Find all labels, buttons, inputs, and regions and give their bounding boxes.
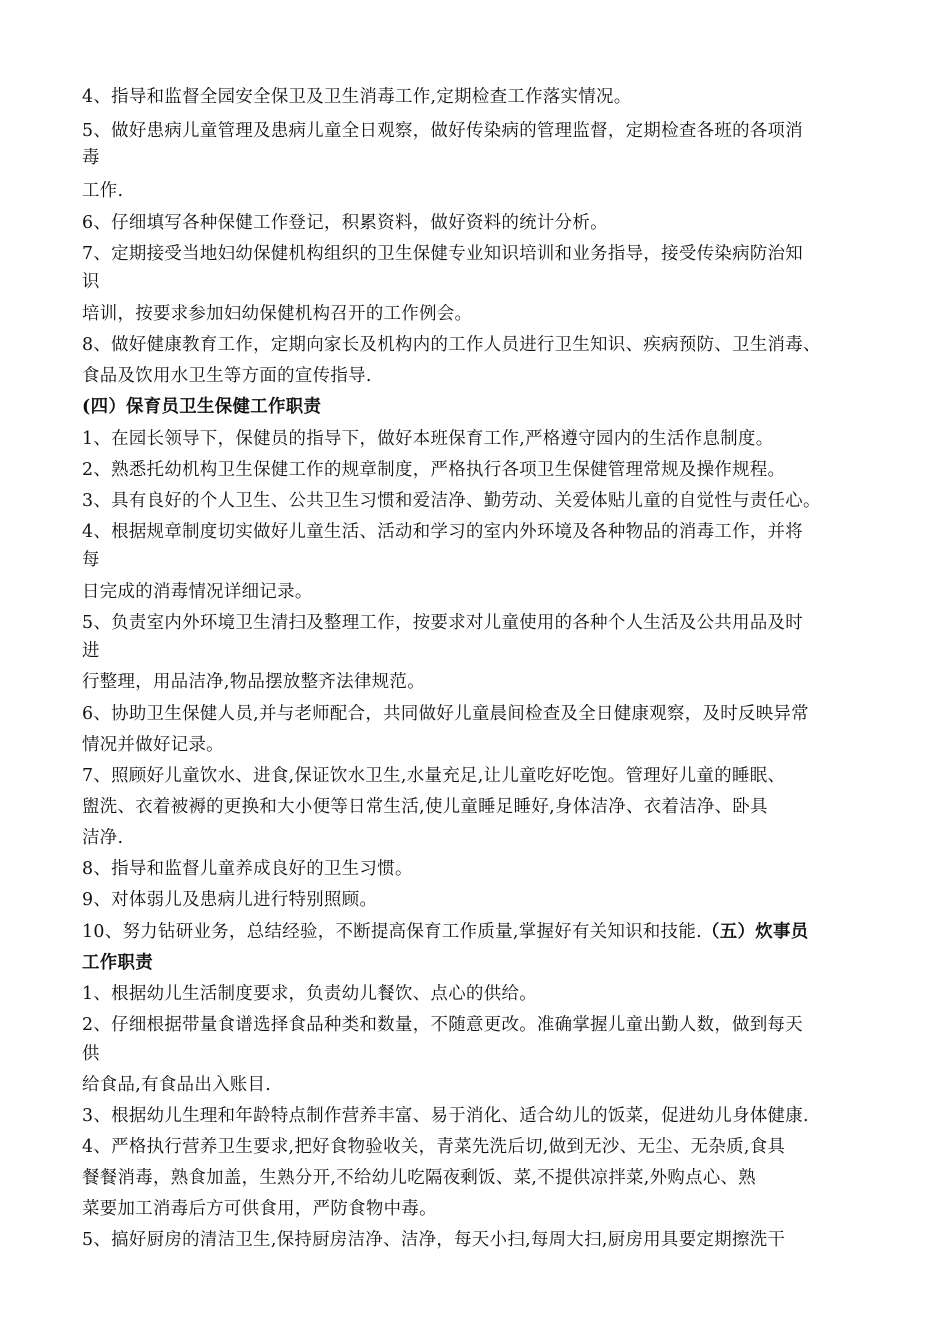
- text-line: 3、具有良好的个人卫生、公共卫生习惯和爱洁净、勤劳动、关爱体贴儿童的自觉性与责任心。: [82, 491, 821, 511]
- text-line: 9、对体弱儿及患病儿进行特别照顾。: [82, 890, 378, 910]
- text-line: 日完成的消毒情况详细记录。: [82, 582, 313, 602]
- text-line: 3、根据幼儿生理和年龄特点制作营养丰富、易于消化、适合幼儿的饭菜，促进幼儿身体健康.: [82, 1106, 809, 1126]
- text-line: 8、做好健康教育工作，定期向家长及机构内的工作人员进行卫生知识、疾病预防、卫生消毒、: [82, 335, 821, 355]
- text-line: 5、搞好厨房的清洁卫生,保持厨房洁净、洁净，每天小扫,每周大扫,厨房用具要定期擦洗干: [82, 1230, 786, 1250]
- text-line: 盥洗、衣着被褥的更换和大小便等日常生活,使儿童睡足睡好,身体洁净、衣着洁净、卧具: [82, 797, 768, 817]
- text-line: 4、指导和监督全园安全保卫及卫生消毒工作,定期检查工作落实情况。: [82, 87, 632, 107]
- text-line: 食品及饮用水卫生等方面的宣传指导.: [82, 366, 372, 386]
- text-line: 培训，按要求参加妇幼保健机构召开的工作例会。: [82, 304, 473, 324]
- text-line-body: 10、努力钻研业务，总结经验，不断提高保育工作质量,掌握好有关知识和技能.: [82, 922, 703, 942]
- text-line: 2、仔细根据带量食谱选择食品种类和数量，不随意更改。准确掌握儿童出勤人数，做到每天: [82, 1015, 804, 1035]
- text-line: 5、做好患病儿童管理及患病儿童全日观察，做好传染病的管理监督，定期检查各班的各项消: [82, 121, 804, 141]
- text-line: 8、指导和监督儿童养成良好的卫生习惯。: [82, 859, 413, 879]
- text-line: 给食品,有食品出入账目.: [82, 1075, 272, 1095]
- text-line: 6、仔细填写各种保健工作登记，积累资料，做好资料的统计分析。: [82, 213, 608, 233]
- text-line: 菜要加工消毒后方可供食用，严防食物中毒。: [82, 1199, 437, 1219]
- text-line: 毒: [82, 148, 100, 168]
- text-line: 洁净.: [82, 828, 124, 848]
- text-line: 行整理，用品洁净,物品摆放整齐法律规范。: [82, 672, 425, 692]
- text-line: 每: [82, 550, 100, 570]
- text-line: 供: [82, 1044, 100, 1064]
- text-line: 1、在园长领导下，保健员的指导下，做好本班保育工作,严格遵守园内的生活作息制度。: [82, 429, 774, 449]
- text-line: 6、协助卫生保健人员,并与老师配合，共同做好儿童晨间检查及全日健康观察，及时反映异常: [82, 704, 809, 724]
- text-line: 情况并做好记录。: [82, 735, 224, 755]
- text-line: 1、根据幼儿生活制度要求，负责幼儿餐饮、点心的供给。: [82, 984, 537, 1004]
- text-line: [82, 921, 808, 943]
- text-line: 工作.: [82, 181, 124, 201]
- text-line: 7、定期接受当地妇幼保健机构组织的卫生保健专业知识培训和业务指导，接受传染病防治知: [82, 244, 804, 264]
- text-line: 7、照顾好儿童饮水、进食,保证饮水卫生,水量充足,让儿童吃好吃饱。管理好儿童的睡眠、: [82, 766, 786, 786]
- text-line: 4、根据规章制度切实做好儿童生活、活动和学习的室内外环境及各种物品的消毒工作，并将: [82, 522, 804, 542]
- section-heading-continued: 工作职责: [82, 953, 153, 973]
- text-line: 餐餐消毒，熟食加盖，生熟分开,不给幼儿吃隔夜剩饭、菜,不提供凉拌菜,外购点心、熟: [82, 1168, 757, 1188]
- text-line: 2、熟悉托幼机构卫生保健工作的规章制度，严格执行各项卫生保健管理常规及操作规程。: [82, 460, 786, 480]
- text-line: 5、负责室内外环境卫生清扫及整理工作，按要求对儿童使用的各种个人生活及公共用品及时: [82, 613, 804, 633]
- text-line: 进: [82, 641, 100, 661]
- section-heading: (四）保育员卫生保健工作职责: [82, 397, 322, 417]
- text-line: 识: [82, 272, 100, 292]
- text-line: 4、严格执行营养卫生要求,把好食物验收关，青菜先洗后切,做到无沙、无尘、无杂质,食具: [82, 1137, 786, 1157]
- section-heading-inline: （五）炊事员: [702, 922, 809, 942]
